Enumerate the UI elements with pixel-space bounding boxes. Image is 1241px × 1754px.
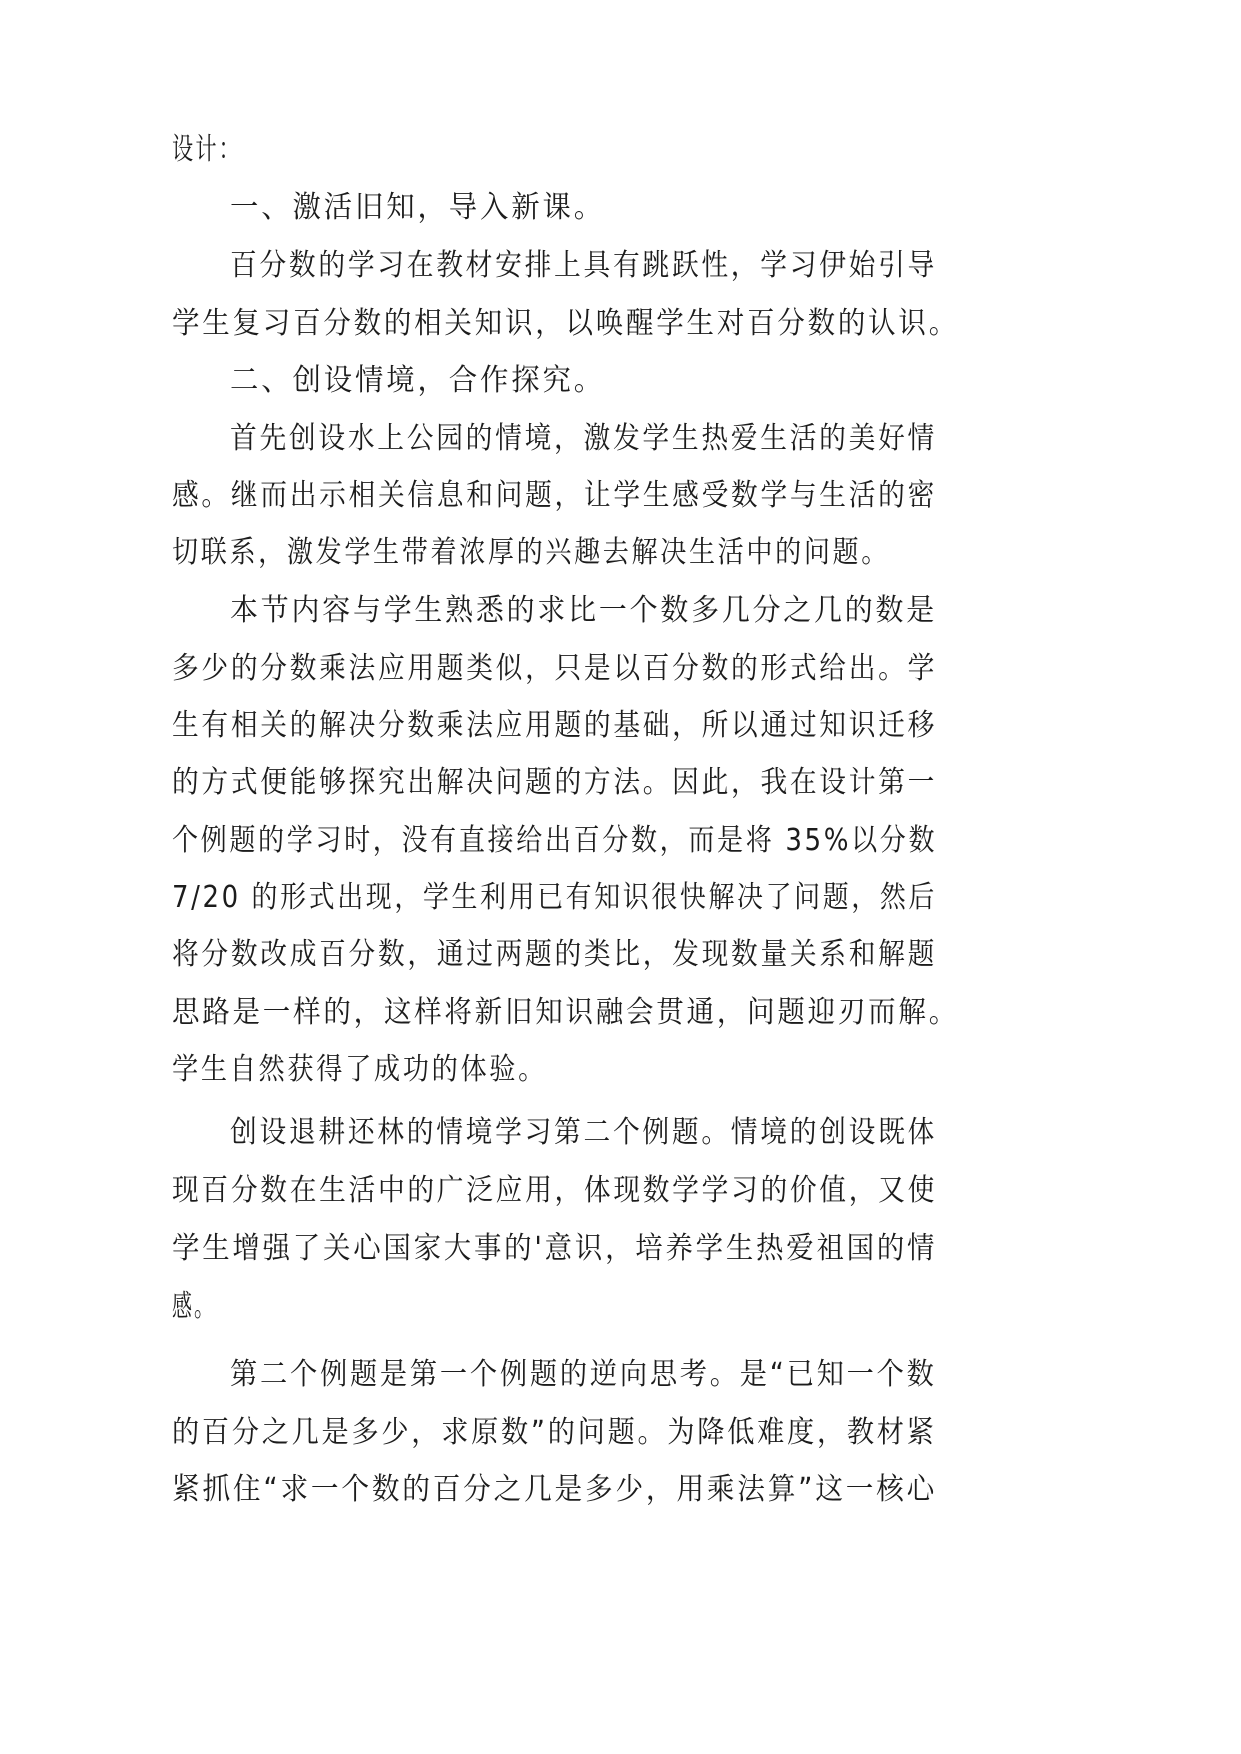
text-line: 创设退耕还林的情境学习第二个例题。情境的创设既体 bbox=[230, 1115, 938, 1150]
text-line: 学生增强了关心国家大事的'意识，培养学生热爱祖国的情 bbox=[172, 1231, 938, 1266]
text-line: 首先创设水上公园的情境，激发学生热爱生活的美好情 bbox=[230, 421, 938, 456]
text-line: 本节内容与学生熟悉的求比一个数多几分之几的数是 bbox=[230, 593, 938, 628]
text-line: 感。继而出示相关信息和问题，让学生感受数学与生活的密 bbox=[172, 478, 937, 513]
text-line: 多少的分数乘法应用题类似，只是以百分数的形式给出。学 bbox=[172, 651, 937, 686]
text-line: 学生复习百分数的相关知识，以唤醒学生对百分数的认识。 bbox=[172, 306, 959, 341]
text-line: 7/20 的形式出现，学生利用已有知识很快解决了问题，然后 bbox=[172, 880, 937, 915]
text-line: 现百分数在生活中的广泛应用，体现数学学习的价值，又使 bbox=[172, 1173, 937, 1208]
text-line: 百分数的学习在教材安排上具有跳跃性，学习伊始引导 bbox=[230, 248, 938, 283]
text-line: 紧抓住“求一个数的百分之几是多少，用乘法算”这一核心 bbox=[172, 1472, 938, 1507]
text-line: 设计： bbox=[172, 132, 243, 167]
text-line: 思路是一样的，这样将新旧知识融会贯通，问题迎刃而解。 bbox=[172, 995, 959, 1030]
text-line: 将分数改成百分数，通过两题的类比，发现数量关系和解题 bbox=[172, 937, 937, 972]
text-line: 个例题的学习时，没有直接给出百分数，而是将 35%以分数 bbox=[172, 823, 938, 858]
text-line: 第二个例题是第一个例题的逆向思考。是“已知一个数 bbox=[230, 1357, 937, 1392]
text-line: 一、激活旧知，导入新课。 bbox=[230, 190, 606, 225]
text-line: 的方式便能够探究出解决问题的方法。因此，我在设计第一 bbox=[172, 765, 937, 800]
text-line: 的百分之几是多少，求原数”的问题。为降低难度，教材紧 bbox=[172, 1415, 937, 1450]
text-line: 二、创设情境，合作探究。 bbox=[230, 363, 606, 398]
text-line: 感。 bbox=[172, 1289, 217, 1324]
text-line: 生有相关的解决分数乘法应用题的基础，所以通过知识迁移 bbox=[172, 708, 937, 743]
text-line: 切联系，激发学生带着浓厚的兴趣去解决生活中的问题。 bbox=[172, 535, 890, 570]
text-line: 学生自然获得了成功的体验。 bbox=[172, 1052, 547, 1087]
